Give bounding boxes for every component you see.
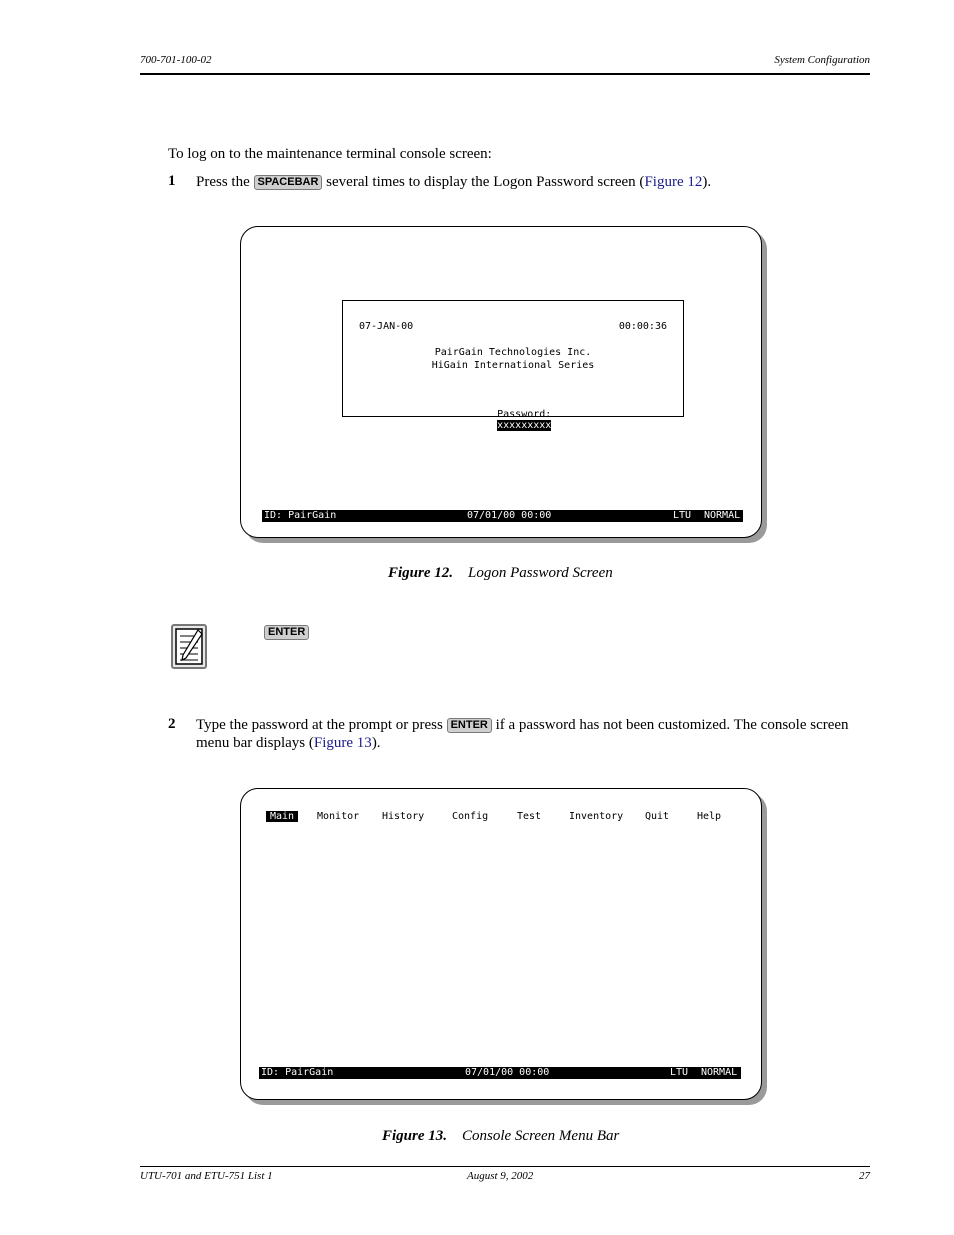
- step-1-mid: several times to display the Logon Password screen (: [326, 174, 645, 190]
- product-series: HiGain International Series: [431, 360, 595, 371]
- company-name: PairGain Technologies Inc.: [434, 347, 592, 358]
- step-1-text: [196, 173, 711, 191]
- footer-product: UTU-701 and ETU-751 List 1: [140, 1170, 273, 1182]
- console-terminal-screen: [240, 788, 762, 1100]
- document-number: 700-701-100-02: [140, 54, 212, 66]
- figure-12-caption: [388, 565, 613, 582]
- page-number: 27: [859, 1170, 870, 1182]
- password-field[interactable]: xxxxxxxxx: [497, 420, 552, 431]
- step-2-mid: if a password has not been customized. The console screen: [495, 717, 849, 733]
- status-datetime: 07/01/00 00:00: [465, 1067, 550, 1078]
- figure-13-link[interactable]: Figure 13: [313, 735, 372, 751]
- menu-main[interactable]: Main: [266, 811, 298, 822]
- section-title: System Configuration: [774, 54, 870, 66]
- step-1-number: 1: [168, 173, 176, 189]
- menu-config[interactable]: Config: [452, 811, 489, 822]
- note-pencil-icon: [173, 626, 205, 667]
- menu-bar: [241, 789, 761, 829]
- step-2-line-2: [196, 734, 381, 752]
- step-2-number: 2: [168, 716, 176, 732]
- step-2-line-1: [196, 716, 849, 734]
- status-id: ID: PairGain: [264, 510, 337, 521]
- logon-terminal-screen: [240, 226, 762, 538]
- figure-12-link[interactable]: Figure 12: [644, 174, 703, 190]
- footer-rule: [140, 1166, 870, 1167]
- menu-quit[interactable]: Quit: [645, 811, 670, 822]
- note-icon: [171, 624, 207, 669]
- menu-inventory[interactable]: Inventory: [569, 811, 624, 822]
- step-2-post: ).: [371, 735, 381, 751]
- menu-help[interactable]: Help: [697, 811, 722, 822]
- step-1-pre: Press the: [196, 174, 250, 190]
- header-rule: [140, 73, 870, 75]
- step-1-post: ).: [702, 174, 712, 190]
- status-unit: LTU: [673, 510, 692, 521]
- menu-history[interactable]: History: [382, 811, 425, 822]
- step-2-line2-pre: menu bar displays (: [196, 735, 314, 751]
- spacebar-key: SPACEBAR: [254, 175, 323, 190]
- password-label: Password:: [497, 409, 552, 420]
- status-mode: NORMAL: [704, 510, 741, 521]
- status-mode: NORMAL: [701, 1067, 738, 1078]
- figure-13-number: Figure 13.: [382, 1128, 448, 1144]
- status-bar: [262, 510, 743, 522]
- note-text: [264, 623, 309, 641]
- status-unit: LTU: [670, 1067, 689, 1078]
- figure-13-caption: [382, 1128, 619, 1145]
- footer-date: August 9, 2002: [467, 1170, 534, 1182]
- enter-key: ENTER: [447, 718, 492, 733]
- status-id: ID: PairGain: [261, 1067, 334, 1078]
- intro-text: To log on to the maintenance terminal console screen:: [168, 146, 492, 162]
- logon-time: 00:00:36: [618, 321, 667, 332]
- status-datetime: 07/01/00 00:00: [467, 510, 552, 521]
- figure-12-number: Figure 12.: [388, 565, 454, 581]
- status-bar: [259, 1067, 741, 1079]
- logon-box: [342, 300, 684, 431]
- figure-12-title: Logon Password Screen: [468, 565, 613, 581]
- note-enter-key: ENTER: [264, 625, 309, 640]
- figure-13-title: Console Screen Menu Bar: [462, 1128, 620, 1144]
- step-2-pre: Type the password at the prompt or press: [196, 717, 443, 733]
- password-row: [461, 398, 551, 442]
- menu-test[interactable]: Test: [517, 811, 542, 822]
- logon-date: 07-JAN-00: [359, 321, 414, 332]
- menu-monitor[interactable]: Monitor: [317, 811, 360, 822]
